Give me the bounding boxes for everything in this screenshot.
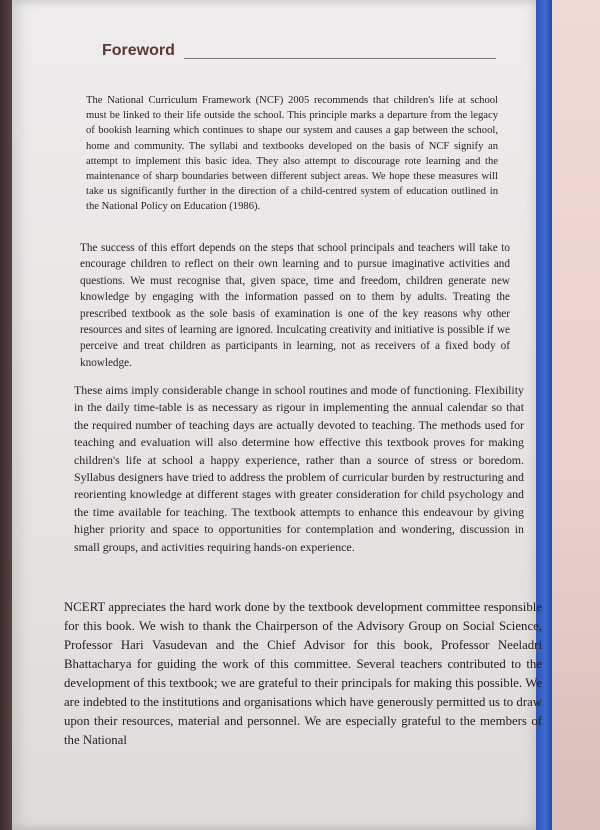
paragraph-4: NCERT appreciates the hard work done by the textbook development committee responsible for this book. We wish to thank the Chairperson of the Advisory Group on Social Science, Professor Hari Vasudevan and the Chief Advisor for this book, Professor Neeladri Bhattacharya for guiding the work of this committee. Several teachers contributed to the development of this textbook; we are grateful to their principals for making this possible. We are indebted to the institutions and organisations which have generously permitted us to draw upon their resources, material and personnel. We are especially grateful to the members of the National — [64, 600, 542, 747]
page-title: Foreword — [102, 42, 175, 59]
title-underline — [184, 58, 496, 59]
paragraph-2: The success of this effort depends on the steps that school principals and teachers will take to encourage children to reflect on their own learning and to pursue imaginative activities and questions. We must recognise that, given space, time and freedom, children generate new knowledge by engaging with the information passed on to them by adults. Treating the prescribed textbook as the sole basis of examination is one of the key reasons why other resources and sites of learning are ignored. Inculcating creativity and initiative is possible if we perceive and treat children as participants in learning, not as receivers of a fixed body of knowledge. — [80, 242, 510, 369]
paragraph-3: These aims imply considerable change in school routines and mode of functioning. Flexibility in the daily time-table is as necessary as rigour in implementing the annual calendar so that the required number of teaching days are actually devoted to teaching. The methods used for teaching and evaluation will also determine how effective this textbook proves for making children's life at school a happy experience, rather than a source of stress or boredom. Syllabus designers have tried to address the problem of curricular burden by restructuring and reorienting knowledge at different stages with greater consideration for child psychology and the time available for teaching. The textbook attempts to enhance this endeavour by giving higher priority and space to opportunities for contemplation and wondering, discussion in small groups, and activities requiring hands-on experience. — [74, 383, 524, 554]
paragraph-1: The National Curriculum Framework (NCF) 2005 recommends that children's life at school must be linked to their life outside the school. This principle marks a departure from the legacy of bookish learning which continues to shape our system and causes a gap between the school, home and community. The syllabi and textbooks developed on the basis of NCF signify an attempt to implement this basic idea. They also attempt to discourage rote learning and the maintenance of sharp boundaries between different subject areas. We hope these measures will take us significantly further in the direction of a child-centred system of education outlined in the National Policy on Education (1986). — [86, 95, 498, 213]
